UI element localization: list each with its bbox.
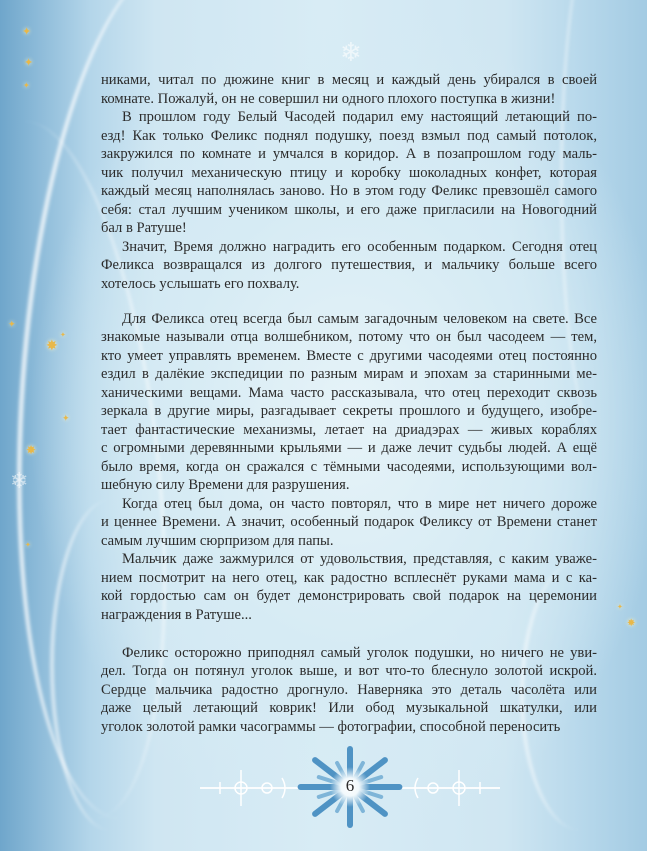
text-line: Сердце мальчика радостно дрогнуло. Наверняка это деталь часолёта или [101, 681, 597, 698]
text-line: Когда отец был дома, он часто повторял, что в мире нет ничего дороже [122, 495, 597, 512]
star-icon: ✦ [23, 81, 30, 90]
text-line: дел. Тогда он потянул уголок выше, и вот что-то блеснуло золотой искрой. [101, 663, 597, 679]
text-line: шебную силу Времени для разрушения. [101, 477, 350, 493]
text-line: было время, когда он сражался с тёмными часодеями, использующими вол- [101, 458, 597, 475]
text-line: даже целый летающий коврик! Или обод музыкальной шкатулки, или [101, 700, 597, 716]
text-line: тает фантастические механизмы, летает на дриадэрах — живых кораблях [101, 421, 597, 438]
text-line: самым лучшим сюрпризом для папы. [101, 532, 334, 549]
text-line: чик получил механическую птицу и коробку шоколадных конфет, которая [101, 164, 597, 181]
page-number: 6 [345, 776, 355, 795]
text-line: закружился по комнате и умчался в коридор. А в позапрошлом году маль- [101, 146, 597, 162]
text-line: ездил в далёкие экспедиции по разным мирам и эпохам за старинными ме- [101, 366, 597, 382]
text-line: уголок золотой рамки часограммы — фотографии, способной переносить [101, 718, 561, 735]
star-icon: ✸ [46, 339, 58, 354]
star-icon: ✦ [25, 541, 31, 549]
text-line: бал в Ратуше! [101, 220, 187, 236]
text-line: кой гордостью сам он будет демонстрировать свой подарок на церемонии [101, 588, 597, 604]
text-line: себя: стал лучшим учеником школы, и его даже пригласили на Новогодний [101, 201, 597, 218]
text-line: награждения в Ратуше... [101, 606, 252, 623]
star-icon: ✦ [24, 57, 34, 69]
snowflake-icon: ❄ [10, 468, 29, 493]
star-icon: ✦ [22, 26, 32, 38]
star-icon: ✦ [8, 319, 16, 329]
snowflake-icon: ❄ [340, 38, 362, 67]
text-line: В прошлом году Белый Часодей подарил ему настоящий летающий по- [122, 109, 597, 125]
text-line: кто умеет управлять временем. Вместе с другими часодеями отец постоянно [101, 347, 597, 364]
text-line: Значит, Время должно наградить его особенным подарком. Сегодня отец [122, 238, 597, 255]
text-line: знакомые называли отца волшебником, потому что он был часодеем — тем, [101, 329, 597, 345]
text-line: зеркала в другие миры, разгадывает секреты прошлого и будущего, изобре- [101, 403, 597, 419]
star-icon: ✸ [26, 443, 37, 457]
star-icon: ✦ [62, 413, 70, 423]
text-line: Мальчик даже зажмурился от удовольствия, представляя, с каким уваже- [122, 551, 597, 567]
text-line: комнате. Пожалуй, он не совершил ни одного плохого поступка в жизни! [101, 90, 556, 107]
star-icon: ✸ [627, 618, 636, 629]
text-line: Феликс осторожно приподнял самый уголок подушки, но ничего не уви- [122, 644, 597, 661]
star-icon: ✦ [60, 331, 66, 339]
text-line: ханическими вещами. Мама часто рассказывала, что отец переходит сквозь [101, 384, 597, 401]
text-line: Феликса возвращался из долгого путешествия, и мальчику больше всего [101, 257, 597, 273]
text-line: езд! Как только Феликс поднял подушку, поезд взмыл под самый потолок, [101, 127, 597, 144]
text-line: хотелось услышать его похвалу. [101, 275, 300, 292]
text-line: каждый месяц наполнялась заново. Но в этом году Феликс превзошёл самого [101, 183, 597, 199]
text-line: никами, читал по дюжине книг в месяц и каждый день убирался в своей [101, 72, 597, 88]
text-line: Для Феликса отец всегда был самым загадочным человеком на свете. Все [122, 310, 597, 327]
text-line: нием посмотрит на него отец, как радостно всплеснёт руками мама и с ка- [101, 569, 597, 586]
text-line: и ценнее Времени. А значит, особенный подарок Феликсу от Времени станет [101, 514, 597, 530]
star-icon: ✦ [617, 603, 623, 611]
text-line: с огромными деревянными крыльями — и даже лечит судьбы людей. А ещё [101, 440, 597, 456]
